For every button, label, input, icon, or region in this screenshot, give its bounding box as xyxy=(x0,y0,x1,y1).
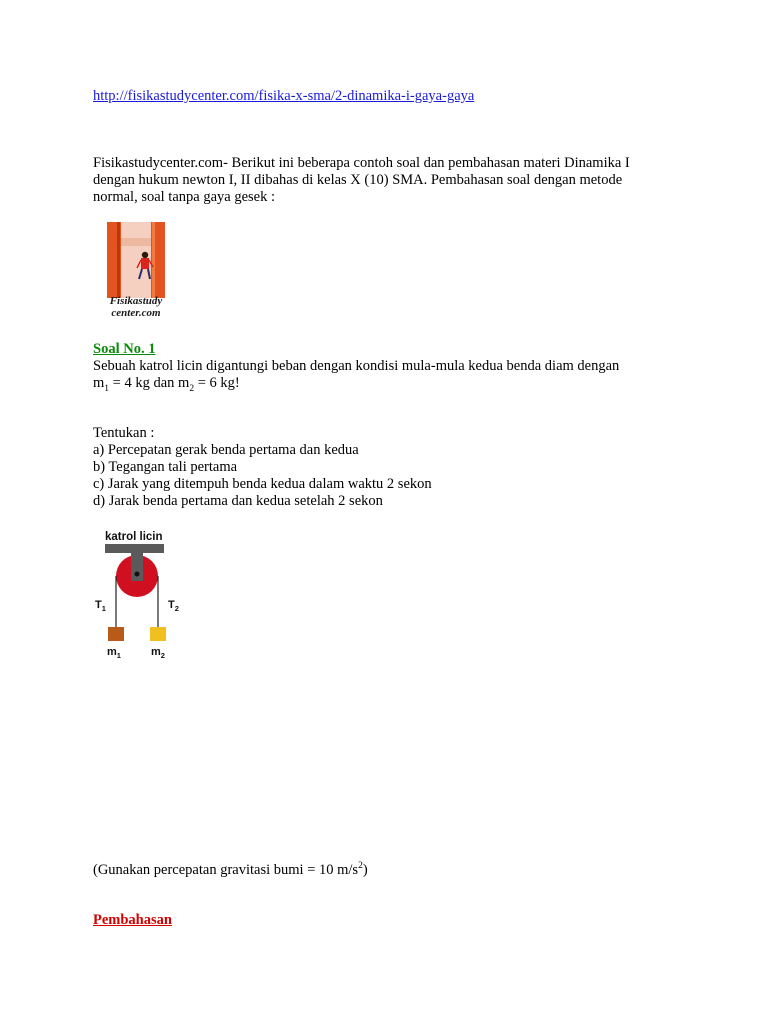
soal-line-masses xyxy=(93,375,693,392)
gravity-suffix: ) xyxy=(362,862,368,878)
pulley-axle-bracket xyxy=(131,553,143,581)
tentukan-block xyxy=(93,425,693,510)
logo-text: Fisikastudy xyxy=(109,295,163,307)
m2-subscript: 2 xyxy=(189,383,195,394)
fisikastudy-logo-image xyxy=(95,222,177,318)
tentukan-label: Tentukan : xyxy=(93,425,155,441)
gravity-note xyxy=(93,862,368,879)
question-item: a) Percepatan gerak benda pertama dan kedua xyxy=(93,442,359,458)
question-item: c) Jarak yang ditempuh benda kedua dalam waktu 2 sekon xyxy=(93,476,432,492)
mass-2-block xyxy=(150,627,166,641)
soal-line: Sebuah katrol licin digantungi beban dengan kondisi mula-mula kedua benda diam dengan xyxy=(93,358,620,374)
logo-text: center.com xyxy=(111,307,161,318)
intro-paragraph xyxy=(93,155,693,206)
tension-1-label: $T_1$ xyxy=(95,599,106,613)
question-item: b) Tegangan tali pertama xyxy=(93,459,238,475)
soal-text xyxy=(93,358,693,392)
intro-line: dengan hukum newton I, II dibahas di kelas X (10) SMA. Pembahasan soal dengan metode xyxy=(93,172,623,188)
pulley-mount xyxy=(105,544,164,553)
m1-value: = 4 kg dan xyxy=(109,375,179,391)
pulley-axle xyxy=(135,572,140,577)
diagram-title: katrol licin xyxy=(105,531,163,543)
m1-subscript: 1 xyxy=(104,383,110,394)
tension-2-label: $T_2$ xyxy=(168,599,179,613)
question-item: d) Jarak benda pertama dan kedua setelah 2 sekon xyxy=(93,493,383,509)
gravity-exponent: 2 xyxy=(358,861,363,872)
intro-line: normal, soal tanpa gaya gesek : xyxy=(93,189,275,205)
source-link[interactable]: http://fisikastudycenter.com/fisika-x-sma/2-dinamika-i-gaya-gaya xyxy=(93,88,475,104)
mass-1-label: $m_1$ xyxy=(107,646,121,660)
mass-1-block xyxy=(108,627,124,641)
pembahasan-heading: Pembahasan xyxy=(93,912,172,928)
m1-symbol: m xyxy=(93,375,105,391)
gravity-text: (Gunakan percepatan gravitasi bumi = 10 m/s xyxy=(93,862,359,878)
soal-heading: Soal No. 1 xyxy=(93,341,156,357)
pulley-diagram xyxy=(90,526,200,662)
intro-line: Fisikastudycenter.com- Berikut ini beberapa contoh soal dan pembahasan materi Dinamika I xyxy=(93,155,630,171)
m2-value: = 6 kg! xyxy=(194,375,240,391)
mass-2-label: $m_2$ xyxy=(151,646,165,660)
m2-symbol: m xyxy=(178,375,190,391)
